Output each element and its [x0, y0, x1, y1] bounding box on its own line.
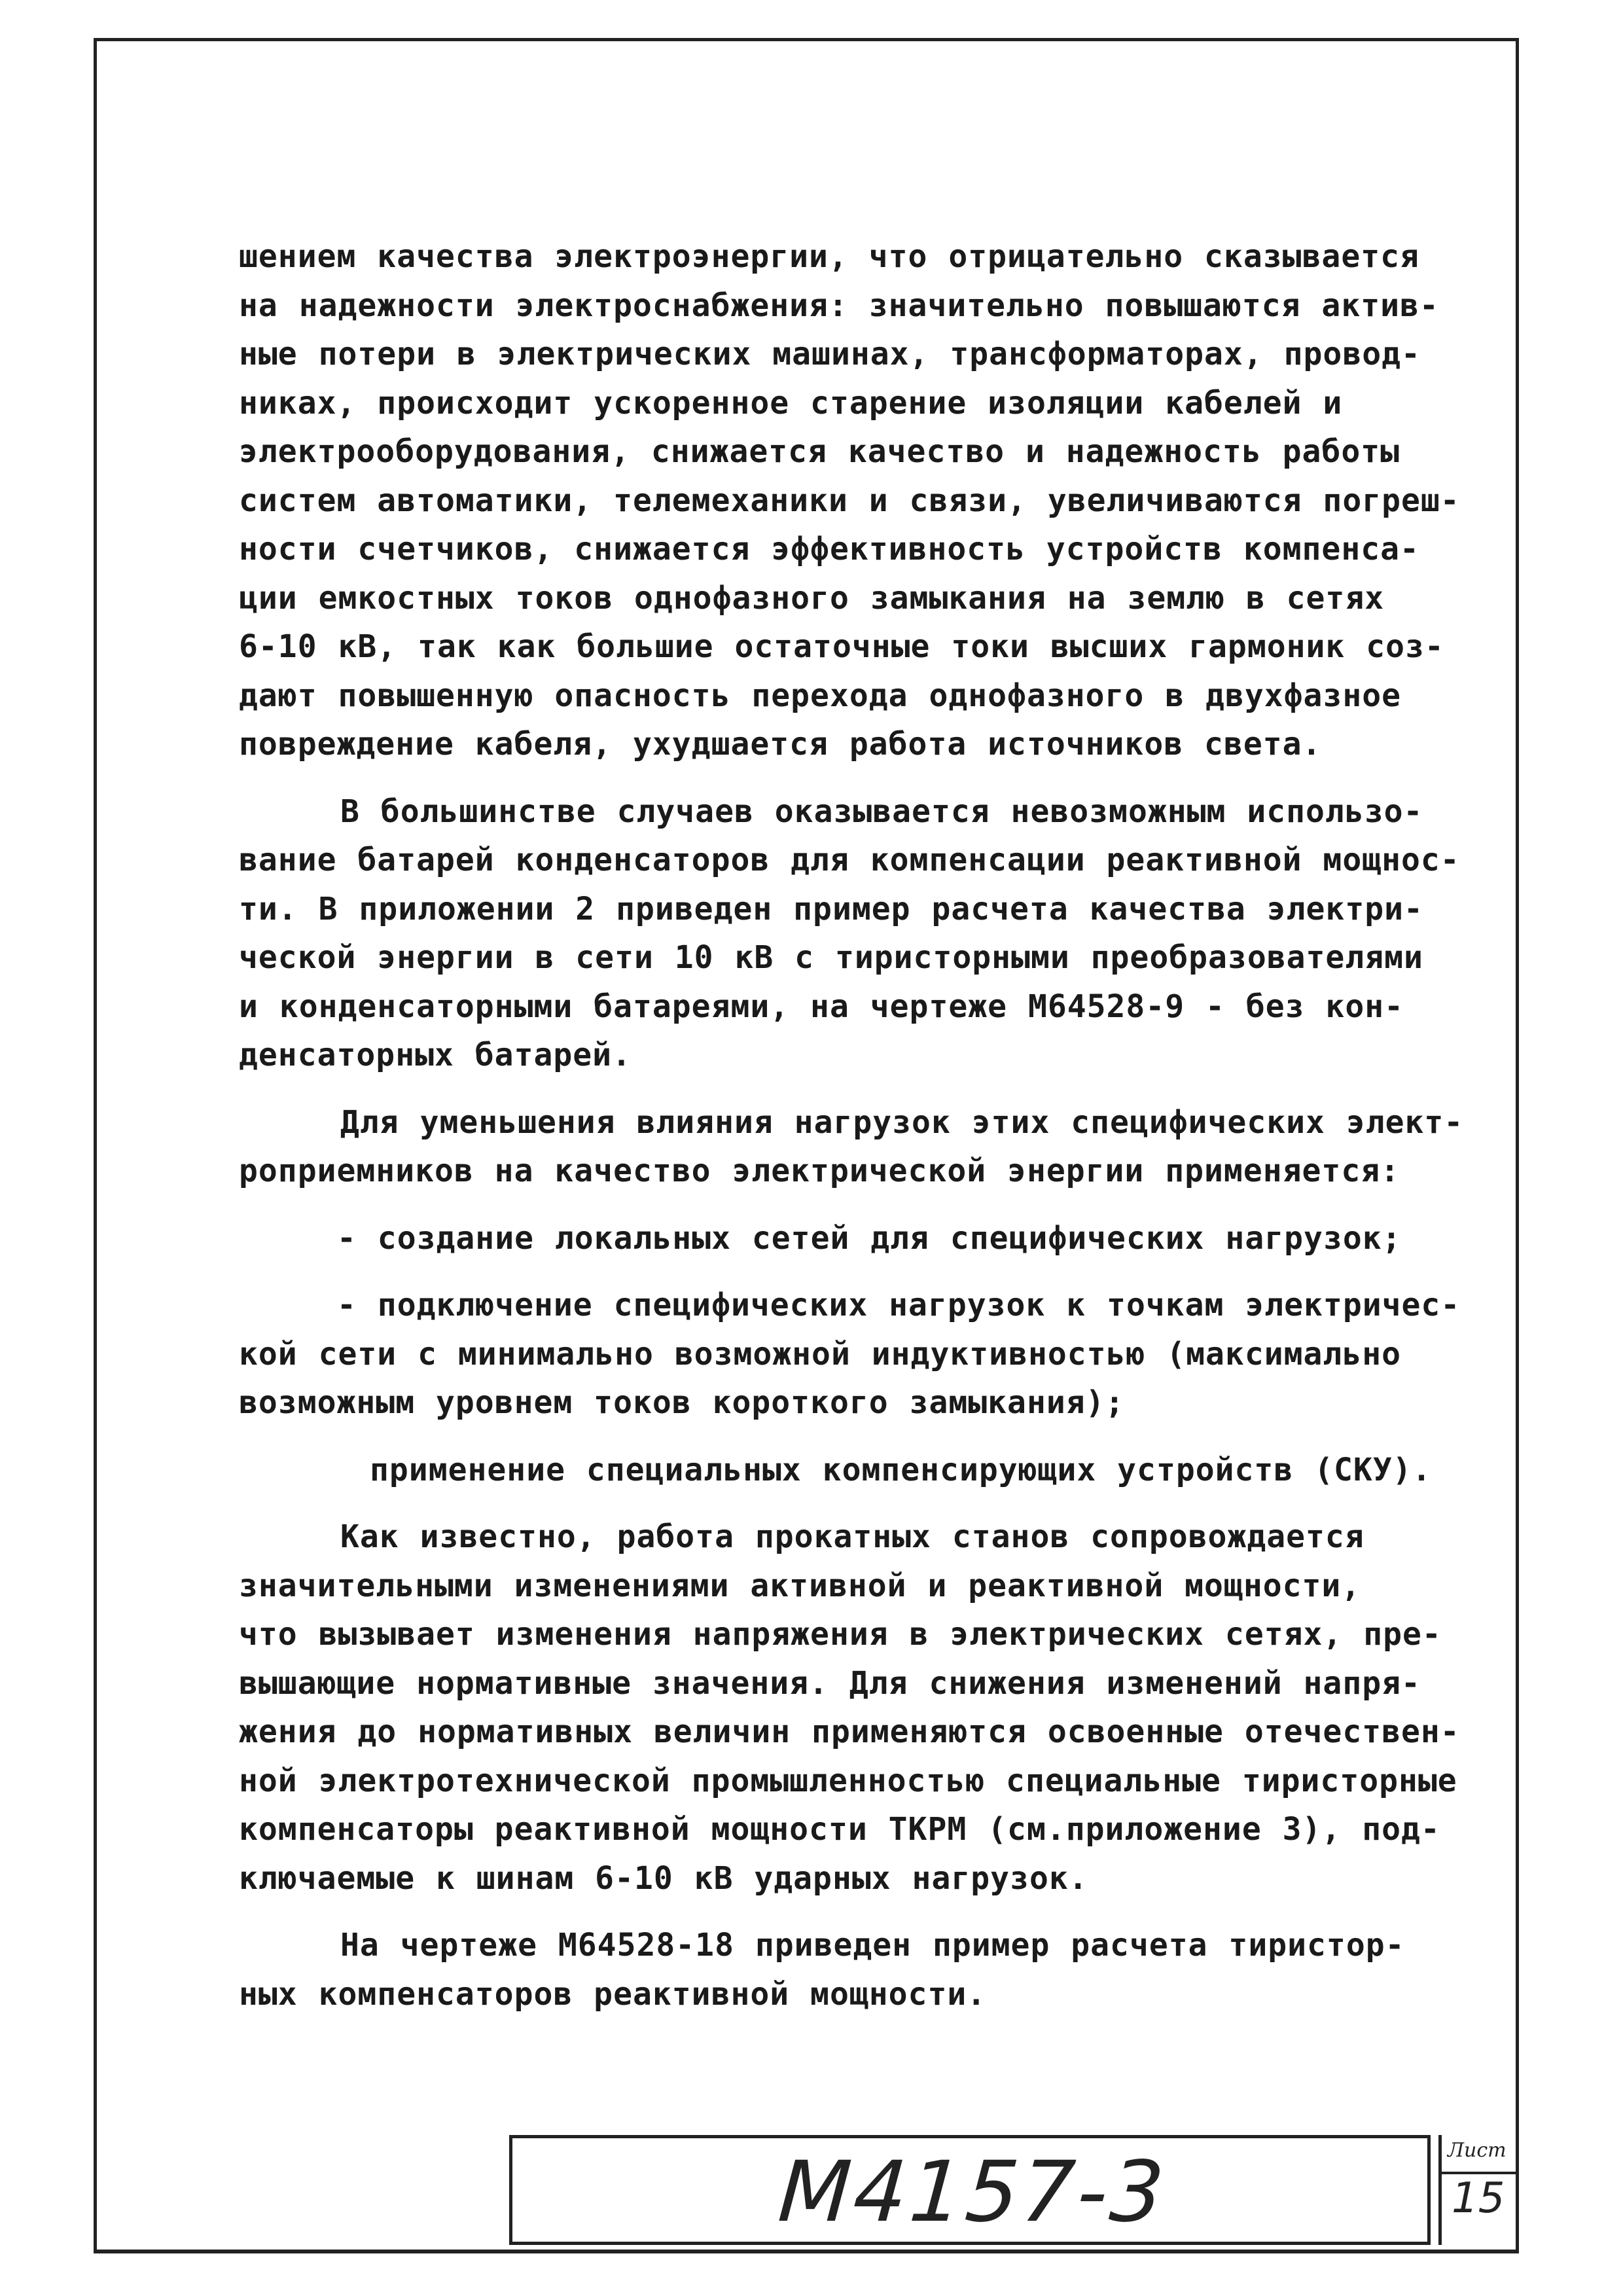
text-line: ческой энергии в сети 10 кВ с тиристорными преобразователями	[239, 939, 1423, 976]
text-line: ции емкостных токов однофазного замыкания на землю в сетях	[239, 579, 1385, 617]
text-line: компенсаторы реактивной мощности ТКРМ (см.приложение 3), под-	[239, 1811, 1440, 1848]
text-line: электрооборудования, снижается качество и надежность работы	[239, 433, 1400, 470]
text-line: ности счетчиков, снижается эффективность устройств компенса-	[239, 531, 1419, 567]
text-line: шением качества электроэнергии, что отрицательно сказывается	[239, 238, 1419, 275]
document-body	[239, 232, 1508, 2018]
list-item: - создание локальных сетей для специфических нагрузок;	[337, 1219, 1402, 1257]
list-item: применение специальных компенсирующих устройств (СКУ).	[370, 1451, 1432, 1488]
text-line: никах, происходит ускоренное старение изоляции кабелей и	[239, 384, 1343, 422]
text-line: вание батарей конденсаторов для компенсации реактивной мощнос-	[239, 842, 1460, 878]
text-line: на надежности электроснабжения: значительно повышаются актив-	[239, 287, 1439, 324]
list-item: - подключение специфических нагрузок к точкам электричес-	[337, 1287, 1461, 1323]
paragraph-start: Для уменьшения влияния нагрузок этих специфических элект-	[340, 1103, 1464, 1141]
text-line: ти. В приложении 2 приведен пример расчета качества электри-	[239, 890, 1423, 927]
text-line: кой сети с минимально возможной индуктивностью (максимально	[239, 1335, 1402, 1372]
text-line: вышающие нормативные значения. Для снижения изменений напря-	[239, 1664, 1421, 1702]
text-line: повреждение кабеля, ухудшается работа источников света.	[239, 726, 1322, 762]
paragraph-start: Как известно, работа прокатных станов сопровождается	[340, 1518, 1364, 1555]
text-line: значительными изменениями активной и реактивной мощности,	[239, 1567, 1361, 1604]
text-line: дают повышенную опасность перехода однофазного в двухфазное	[239, 677, 1402, 714]
sheet-label: Лист	[1448, 2139, 1507, 2162]
text-line: денсаторных батарей.	[239, 1037, 632, 1073]
text-line: что вызывает изменения напряжения в электрических сетях, пре-	[239, 1616, 1442, 1653]
text-line: жения до нормативных величин применяются освоенные отечествен-	[239, 1713, 1460, 1750]
text-line: ной электротехнической промышленностью специальные тиристорные	[239, 1762, 1457, 1799]
text-line: и конденсаторными батареями, на чертеже М64528-9 - без кон-	[239, 988, 1404, 1025]
paragraph-start: На чертеже М64528-18 приведен пример расчета тиристор-	[340, 1927, 1405, 1964]
text-line: систем автоматики, телемеханики и связи, увеличиваются погреш-	[239, 482, 1460, 519]
sheet-number: 15	[1452, 2174, 1505, 2223]
text-line: ных компенсаторов реактивной мощности.	[239, 1975, 987, 2013]
text-line: ключаемые к шинам 6-10 кВ ударных нагрузок.	[239, 1859, 1088, 1897]
paragraph-start: В большинстве случаев оказывается невозможным использо-	[340, 793, 1423, 830]
text-line: 6-10 кВ, так как большие остаточные токи высших гармоник соз-	[239, 628, 1444, 665]
text-line: роприемников на качество электрической энергии применяется:	[239, 1153, 1400, 1189]
text-line: возможным уровнем токов короткого замыкания);	[239, 1384, 1125, 1421]
text-line: ные потери в электрических машинах, трансформаторах, провод-	[239, 336, 1421, 372]
document-code: М4157-3	[775, 2144, 1170, 2241]
